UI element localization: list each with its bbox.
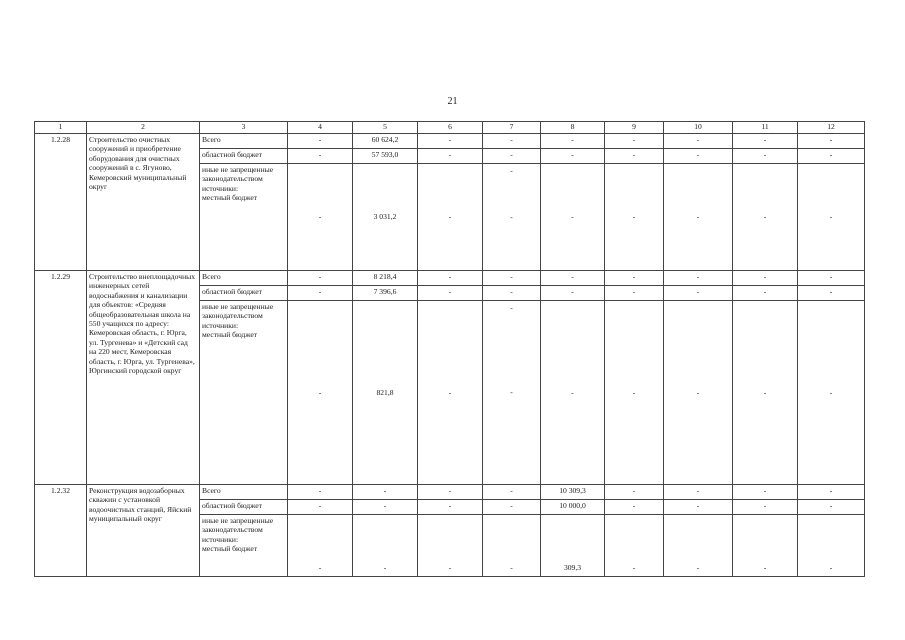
header-cell: 10 (664, 122, 733, 134)
funding-source (200, 164, 288, 271)
value-cell: - (418, 515, 483, 577)
header-cell: 7 (483, 122, 541, 134)
page-number: 21 (447, 96, 458, 107)
value-cell: - (483, 485, 541, 500)
funding-source-label: областной бюджет (202, 287, 262, 296)
item-code: 1.2.28 (35, 134, 87, 271)
value-cell: - (483, 500, 541, 515)
value-cell: - (418, 164, 483, 271)
header-cell: 5 (353, 122, 418, 134)
item-code: 1.2.32 (35, 485, 87, 577)
value-cell: - (798, 286, 865, 301)
item-name: Строительство внеплощадочных инженерных сетей водоснабжения и канализации для объектов: «Средняя общеобразовательная школа на 550 учащихся по адресу: Кемеровская область, г. Юрга, ул. Тургенева» и «Детский сад на 220 мест, Кемеровская область, г. Юрга, ул. Тургенева», Юргинский городской округ (87, 271, 200, 485)
value-cell: - (541, 164, 605, 271)
value-cell: - (288, 515, 353, 577)
value-cell: - (541, 301, 605, 485)
funding-source-label: Всего (202, 486, 221, 495)
value-cell: - (664, 515, 733, 577)
value-cell: - (664, 134, 733, 149)
funding-source-label: областной бюджет (202, 501, 262, 510)
budget-table (34, 121, 865, 577)
funding-source-label: областной бюджет (202, 150, 262, 159)
header-cell: 9 (605, 122, 664, 134)
value-cell: 821,8 (353, 301, 418, 485)
value-cell: - (418, 286, 483, 301)
value-cell: 309,3 (541, 515, 605, 577)
funding-source (200, 149, 288, 164)
funding-source (200, 301, 288, 485)
value-cell: 10 000,0 (541, 500, 605, 515)
value-cell: - (605, 500, 664, 515)
value-cell: - (605, 149, 664, 164)
value-cell: - (418, 271, 483, 286)
funding-source-label: иные не запрещенные законодательством источники: (202, 165, 274, 193)
value-cell: - (798, 515, 865, 577)
value-cell: - (605, 515, 664, 577)
funding-source (200, 286, 288, 301)
header-cell: 12 (798, 122, 865, 134)
extra-dash: - (510, 303, 513, 312)
funding-source-label: Всего (202, 135, 221, 144)
value-cell: - (733, 485, 798, 500)
header-cell: 8 (541, 122, 605, 134)
value-cell: - (288, 271, 353, 286)
funding-source-label: иные не запрещенные законодательством источники: (202, 516, 274, 544)
value-stack (483, 164, 540, 269)
value-cell: - (483, 134, 541, 149)
header-cell: 6 (418, 122, 483, 134)
item-name: Реконструкция водозаборных скважин с установкой водоочистных станций, Яйский муниципальный округ (87, 485, 200, 577)
value-cell: 60 624,2 (353, 134, 418, 149)
value-cell: - (664, 301, 733, 485)
value-cell: - (605, 164, 664, 271)
value-cell: - (798, 164, 865, 271)
value-cell: 7 396,6 (353, 286, 418, 301)
value-cell: - (483, 515, 541, 577)
value-cell: - (798, 134, 865, 149)
value-cell: - (798, 301, 865, 485)
value-cell: - (733, 301, 798, 485)
value-cell: - (288, 149, 353, 164)
table-body (35, 134, 865, 577)
value-cell: 3 031,2 (353, 164, 418, 271)
value-cell: - (418, 134, 483, 149)
value-cell: - (418, 500, 483, 515)
funding-source-sublabel: местный бюджет (202, 193, 258, 203)
value-cell: - (733, 286, 798, 301)
table-row (35, 134, 865, 149)
value-cell: - (605, 485, 664, 500)
value-cell: - (605, 134, 664, 149)
value-cell: - (733, 134, 798, 149)
value-cell: - (798, 500, 865, 515)
value-cell: - (664, 164, 733, 271)
value-cell: - (288, 301, 353, 485)
value-cell: - (605, 286, 664, 301)
value-cell: - (483, 271, 541, 286)
value-cell: - (288, 500, 353, 515)
funding-source (200, 134, 288, 149)
value-cell: - (605, 271, 664, 286)
value-cell: - (664, 500, 733, 515)
item-code: 1.2.29 (35, 271, 87, 485)
value-text: - (510, 387, 513, 397)
header-row (35, 122, 865, 134)
value-cell: - (353, 515, 418, 577)
value-cell: - (541, 286, 605, 301)
funding-source (200, 485, 288, 500)
funding-source-label: иные не запрещенные законодательством источники: (202, 302, 274, 330)
funding-source-label: Всего (202, 272, 221, 281)
value-cell: - (353, 485, 418, 500)
header-cell: 11 (733, 122, 798, 134)
value-cell: - (418, 301, 483, 485)
value-cell: - (664, 286, 733, 301)
value-cell: 10 309,3 (541, 485, 605, 500)
value-cell: - (541, 134, 605, 149)
value-cell: - (798, 271, 865, 286)
header-cell: 2 (87, 122, 200, 134)
value-cell: - (541, 271, 605, 286)
value-cell: - (664, 485, 733, 500)
funding-source (200, 515, 288, 577)
table-row (35, 271, 865, 286)
funding-source-sublabel: местный бюджет (202, 544, 258, 554)
value-cell: - (288, 164, 353, 271)
value-cell: - (798, 149, 865, 164)
value-cell: - (353, 500, 418, 515)
value-stack (483, 301, 540, 483)
value-cell: - (733, 149, 798, 164)
value-cell: - (483, 286, 541, 301)
value-cell: 8 218,4 (353, 271, 418, 286)
value-cell: - (288, 485, 353, 500)
value-cell (483, 301, 541, 485)
header-cell: 3 (200, 122, 288, 134)
value-cell: - (418, 485, 483, 500)
extra-dash: - (510, 166, 513, 175)
value-cell: 57 593,0 (353, 149, 418, 164)
value-cell: - (605, 301, 664, 485)
value-cell: - (418, 149, 483, 164)
table-row (35, 485, 865, 500)
value-cell: - (798, 485, 865, 500)
funding-source (200, 271, 288, 286)
funding-source-sublabel: местный бюджет (202, 330, 258, 340)
value-cell: - (733, 271, 798, 286)
value-cell: - (664, 149, 733, 164)
value-cell: - (733, 515, 798, 577)
value-cell (483, 164, 541, 271)
item-name: Строительство очистных сооружений и приобретение оборудования для очистных сооружений в с. Ягуново, Кемеровский муниципальный округ (87, 134, 200, 271)
value-cell: - (733, 164, 798, 271)
value-text: - (510, 211, 513, 221)
value-cell: - (288, 134, 353, 149)
value-cell: - (664, 271, 733, 286)
value-cell: - (733, 500, 798, 515)
value-cell: - (288, 286, 353, 301)
header-cell: 1 (35, 122, 87, 134)
value-cell: - (483, 149, 541, 164)
header-cell: 4 (288, 122, 353, 134)
value-cell: - (541, 149, 605, 164)
funding-source (200, 500, 288, 515)
